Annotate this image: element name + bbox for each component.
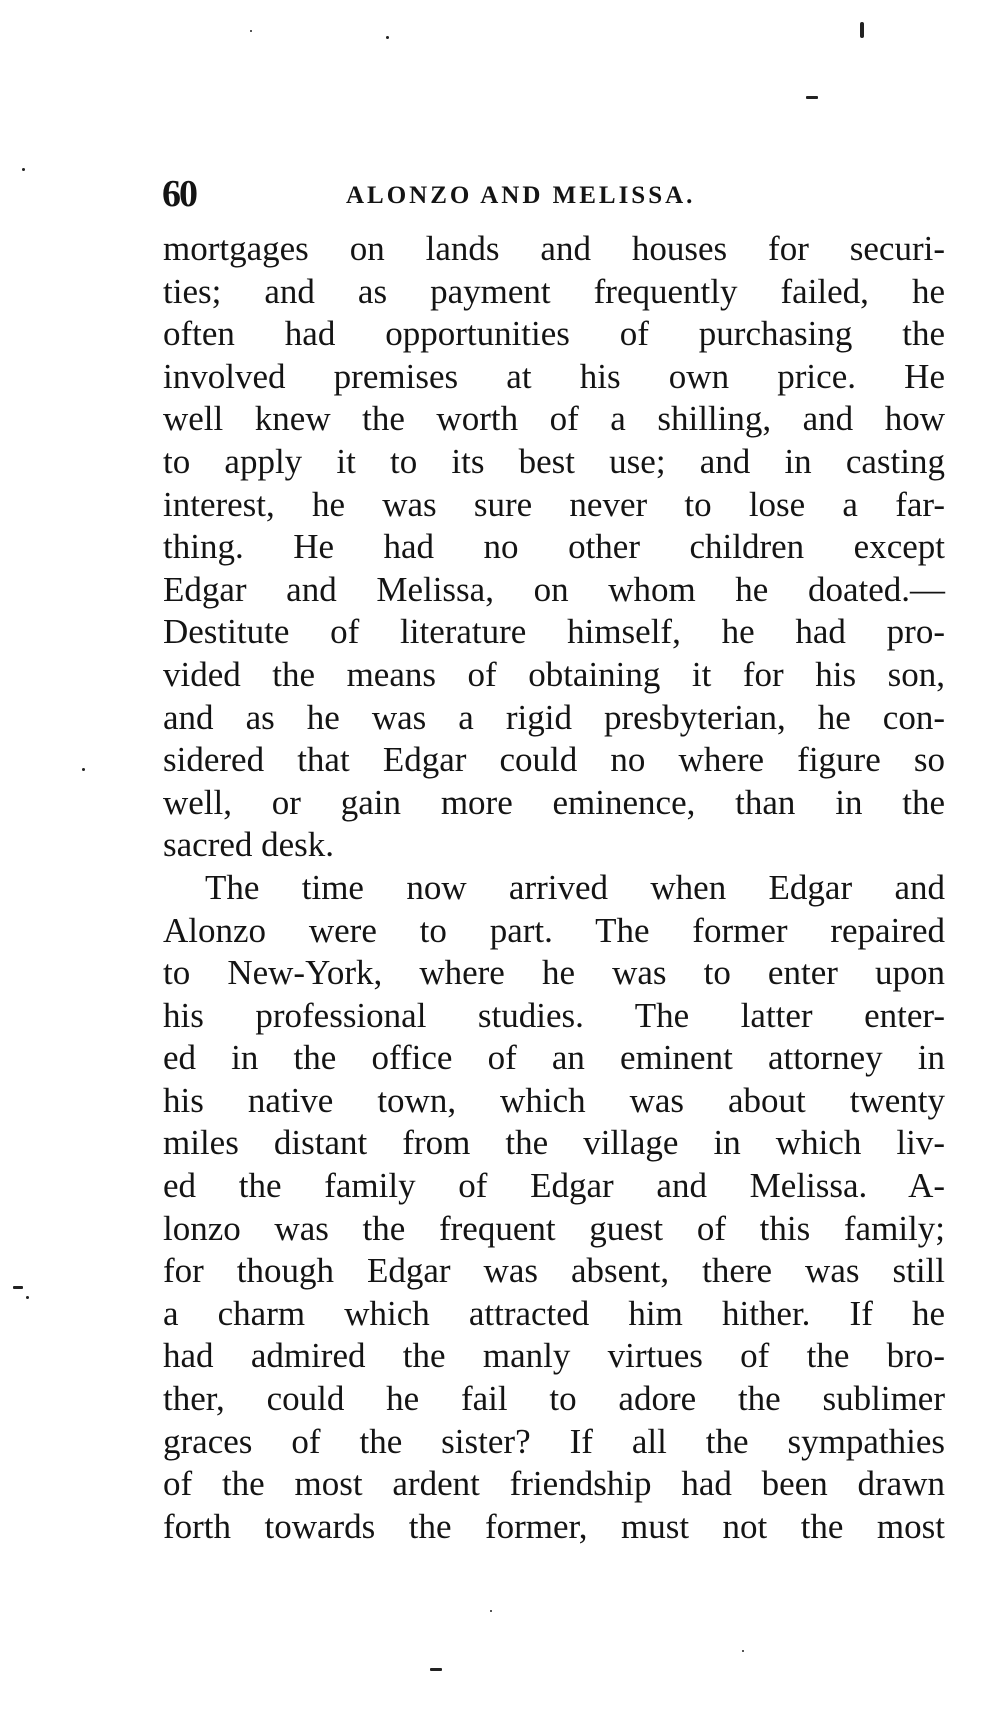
text-line: thing. He had no other children except: [163, 527, 945, 567]
text-line: forth towards the former, must not the most: [163, 1506, 945, 1546]
scan-speck: [82, 768, 85, 771]
text-line: involved premises at his own price. He: [163, 356, 945, 396]
text-line: The time now arrived when Edgar and: [205, 867, 945, 907]
text-line: for though Edgar was absent, there was still: [163, 1251, 945, 1291]
running-title: ALONZO AND MELISSA.: [346, 182, 696, 209]
text-line: graces of the sister? If all the sympathies: [163, 1421, 945, 1461]
page-number: 60: [162, 173, 196, 215]
text-line: his native town, which was about twenty: [163, 1080, 945, 1120]
text-line: a charm which attracted him hither. If he: [163, 1293, 945, 1333]
paragraph: [163, 228, 945, 867]
text-line: Edgar and Melissa, on whom he doated.—: [163, 569, 945, 609]
scan-speck: [806, 96, 818, 99]
text-line: and as he was a rigid presbyterian, he con-: [163, 697, 945, 737]
text-line: lonzo was the frequent guest of this family;: [163, 1208, 945, 1248]
paragraph: [163, 867, 945, 1549]
scan-speck: [860, 22, 864, 38]
text-line: to apply it to its best use; and in casting: [163, 441, 945, 481]
scan-speck: [250, 30, 252, 32]
text-line: ed the family of Edgar and Melissa. A-: [163, 1166, 945, 1206]
text-line: sacred desk.: [163, 825, 335, 865]
text-line: had admired the manly virtues of the bro-: [163, 1336, 945, 1376]
scan-speck: [13, 1286, 23, 1289]
scan-speck: [22, 168, 25, 171]
text-line: well, or gain more eminence, than in the: [163, 782, 945, 822]
text-line: ther, could he fail to adore the sublimer: [163, 1379, 945, 1419]
text-line: mortgages on lands and houses for securi-: [163, 229, 945, 268]
scan-speck: [26, 1296, 29, 1299]
text-line: to New-York, where he was to enter upon: [163, 953, 945, 993]
scan-speck: [386, 36, 389, 39]
body-text: [163, 228, 945, 1548]
text-line: of the most ardent friendship had been drawn: [163, 1464, 945, 1504]
text-line: his professional studies. The latter enter-: [163, 995, 945, 1035]
scan-speck: [742, 1650, 744, 1652]
scan-speck: [490, 1610, 492, 1612]
text-line: ed in the office of an eminent attorney in: [163, 1038, 945, 1078]
text-line: miles distant from the village in which liv-: [163, 1123, 945, 1163]
text-line: ties; and as payment frequently failed, he: [163, 271, 945, 311]
page-header: [162, 170, 942, 220]
text-line: often had opportunities of purchasing the: [163, 314, 945, 354]
text-line: interest, he was sure never to lose a far-: [163, 484, 945, 524]
text-line: Destitute of literature himself, he had pro-: [163, 612, 945, 652]
text-line: well knew the worth of a shilling, and how: [163, 399, 945, 439]
scan-speck: [430, 1668, 442, 1671]
text-line: Alonzo were to part. The former repaired: [163, 910, 945, 950]
text-line: sidered that Edgar could no where figure so: [163, 740, 945, 780]
text-line: vided the means of obtaining it for his son,: [163, 654, 945, 694]
